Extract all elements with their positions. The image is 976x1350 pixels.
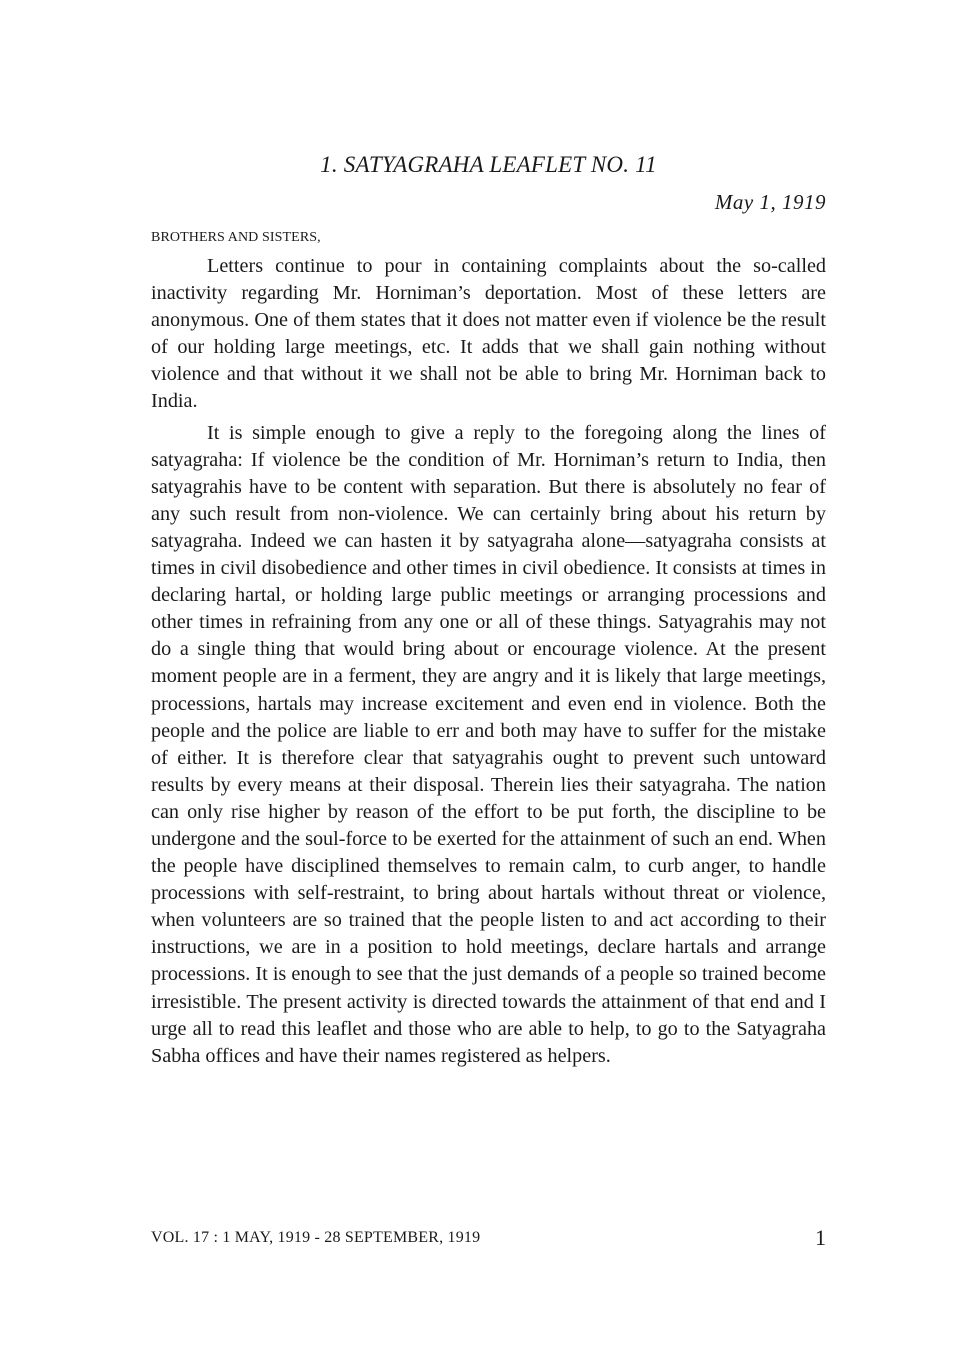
document-page [151,0,826,1350]
document-title: 1. SATYAGRAHA LEAFLET NO. 11 [320,152,657,177]
salutation: BROTHERS AND SISTERS, [151,230,321,245]
paragraph-1: Letters continue to pour in containing complaints about the so-called inactivity regarding Mr. Horniman’s deportation. Most of these letters are anonymous. One of them states that it does not matter even if violence be the result of our holding large meetings, etc. It adds that we shall gain nothing without violence and that without it we shall not be able to bring Mr. Horniman back to India. [151,255,826,413]
page-number: 1 [815,1225,826,1250]
paragraph-2: It is simple enough to give a reply to the foregoing along the lines of satyagraha: If violence be the condition of Mr. Horniman’s return to India, then satyagrahis have to be content with separation. But there is absolutely no fear of any such result from non-violence. We can certainly bring about his return by satyagraha. Indeed we can hasten it by satyagraha alone—satyagraha consists at times in civil disobedience and other times in civil obedience. It consists at times in declaring hartal, or holding large public meetings or arranging processions and other times in refraining from any one or all of these things. Satyagrahis may not do a single thing that would bring about or encourage violence. At the present moment people are in a ferment, they are angry and it is likely that large meetings, processions, hartals may increase excitement and even end in violence. Both the people and the police are liable to err and both may have to suffer for the mistake of either. It is therefore clear that satyagrahis ought to prevent such untoward results by every means at their disposal. Therein lies their satyagraha. The nation can only rise higher by reason of the effort to be put forth, the discipline to be undergone and the soul-force to be exerted for the attainment of such an end. When the people have disciplined themselves to remain calm, to curb anger, to handle processions with self-restraint, to bring about hartals without threat or violence, when volunteers are so trained that the people listen to and act according to their instructions, we are in a position to hold meetings, declare hartals and arrange processions. It is enough to see that the just demands of a people so trained become irresistible. The present activity is directed towards the attainment of that end and I urge all to read this leaflet and those who are able to help, to go to the Satyagraha Sabha offices and have their names registered as helpers. [151,421,826,1067]
footer-volume: VOL. 17 : 1 MAY, 1919 - 28 SEPTEMBER, 1919 [151,1229,481,1246]
document-date: May 1, 1919 [714,190,826,214]
body-text [151,253,826,1070]
